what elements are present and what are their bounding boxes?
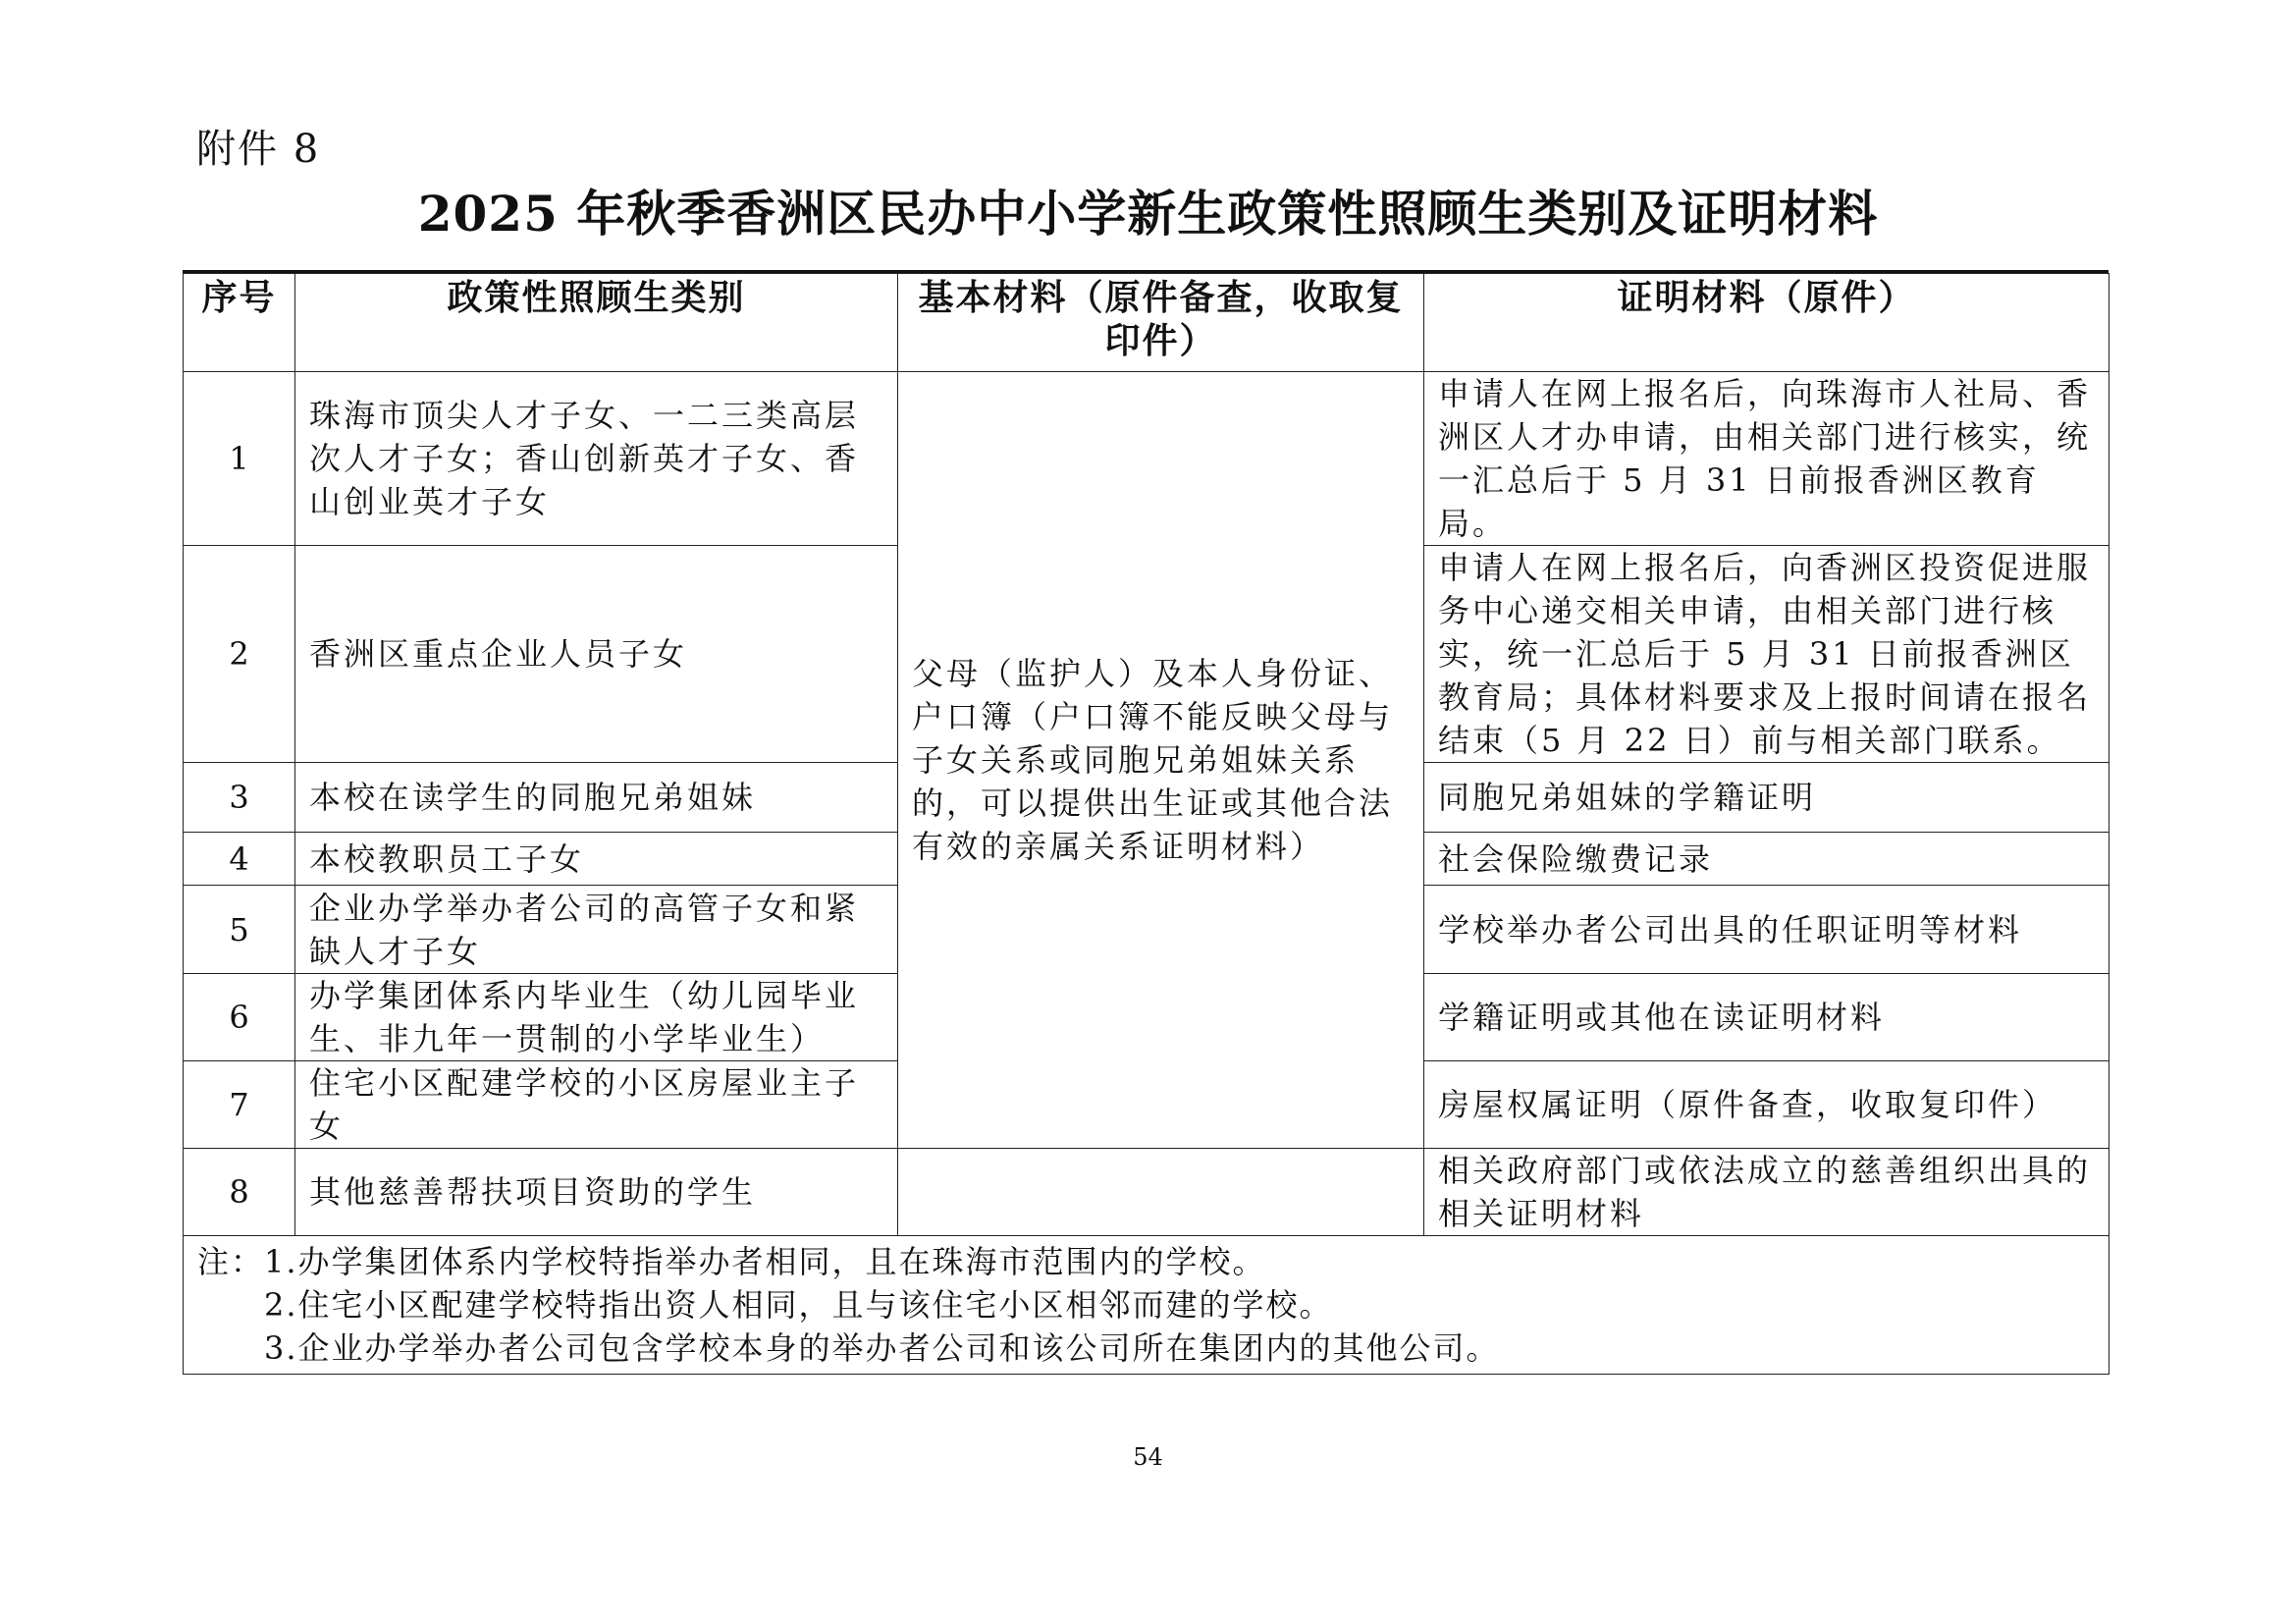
- page-title: 2025 年秋季香洲区民办中小学新生政策性照顾生类别及证明材料: [417, 185, 1879, 243]
- attachment-label: 附件 8: [196, 127, 321, 172]
- basic-material-cell: 父母（监护人）及本人身份证、户口簿（户口簿不能反映父母与子女关系或同胞兄弟姐妹关系的，可以提供出生证或其他合法有效的亲属关系证明材料）: [898, 372, 1424, 1149]
- row-proof: 学校举办者公司出具的任职证明等材料: [1424, 886, 2109, 974]
- row-category: 珠海市顶尖人才子女、一二三类高层次人才子女；香山创新英才子女、香山创业英才子女: [295, 372, 898, 546]
- table-row: [184, 372, 2109, 546]
- row-proof: 申请人在网上报名后，向香洲区投资促进服务中心递交相关申请，由相关部门进行核实，统一汇总后于 5 月 31 日前报香洲区教育局；具体材料要求及上报时间请在报名结束（5 月 22 日）前与相关部门联系。: [1424, 546, 2109, 763]
- basic-empty-cell: [898, 1149, 1424, 1236]
- row-seq: 8: [184, 1149, 295, 1236]
- row-seq: 7: [184, 1061, 295, 1149]
- row-seq: 4: [184, 833, 295, 886]
- row-category: 香洲区重点企业人员子女: [295, 546, 898, 763]
- row-proof: 社会保险缴费记录: [1424, 833, 2109, 886]
- note-2: 2.住宅小区配建学校特指出资人相同，且与该住宅小区相邻而建的学校。: [264, 1286, 1333, 1324]
- note-3: 3.企业办学举办者公司包含学校本身的举办者公司和该公司所在集团内的其他公司。: [264, 1329, 1500, 1367]
- header-category: 政策性照顾生类别: [295, 274, 898, 372]
- header-proof: 证明材料（原件）: [1424, 274, 2109, 372]
- row-proof: 申请人在网上报名后，向珠海市人社局、香洲区人才办申请，由相关部门进行核实，统一汇总后于 5 月 31 日前报香洲区教育局。: [1424, 372, 2109, 546]
- row-proof: 学籍证明或其他在读证明材料: [1424, 974, 2109, 1061]
- row-proof: 相关政府部门或依法成立的慈善组织出具的相关证明材料: [1424, 1149, 2109, 1236]
- policy-table: [183, 273, 2109, 1375]
- page-number: 54: [1133, 1443, 1163, 1471]
- notes-cell: [184, 1236, 2109, 1375]
- row-category: 其他慈善帮扶项目资助的学生: [295, 1149, 898, 1236]
- header-basic: 基本材料（原件备查，收取复印件）: [898, 274, 1424, 372]
- row-seq: 6: [184, 974, 295, 1061]
- row-category: 企业办学举办者公司的高管子女和紧缺人才子女: [295, 886, 898, 974]
- table-header-row: [184, 274, 2109, 372]
- row-proof: 同胞兄弟姐妹的学籍证明: [1424, 763, 2109, 833]
- row-category: 住宅小区配建学校的小区房屋业主子女: [295, 1061, 898, 1149]
- notes-row: [184, 1236, 2109, 1375]
- row-category: 办学集团体系内毕业生（幼儿园毕业生、非九年一贯制的小学毕业生）: [295, 974, 898, 1061]
- row-seq: 2: [184, 546, 295, 763]
- row-seq: 1: [184, 372, 295, 546]
- header-seq: 序号: [184, 274, 295, 372]
- table-row: [184, 1149, 2109, 1236]
- note-1: 注：1.办学集团体系内学校特指举办者相同，且在珠海市范围内的学校。: [197, 1243, 1266, 1280]
- row-seq: 3: [184, 763, 295, 833]
- row-seq: 5: [184, 886, 295, 974]
- row-category: 本校在读学生的同胞兄弟姐妹: [295, 763, 898, 833]
- row-category: 本校教职员工子女: [295, 833, 898, 886]
- row-proof: 房屋权属证明（原件备查，收取复印件）: [1424, 1061, 2109, 1149]
